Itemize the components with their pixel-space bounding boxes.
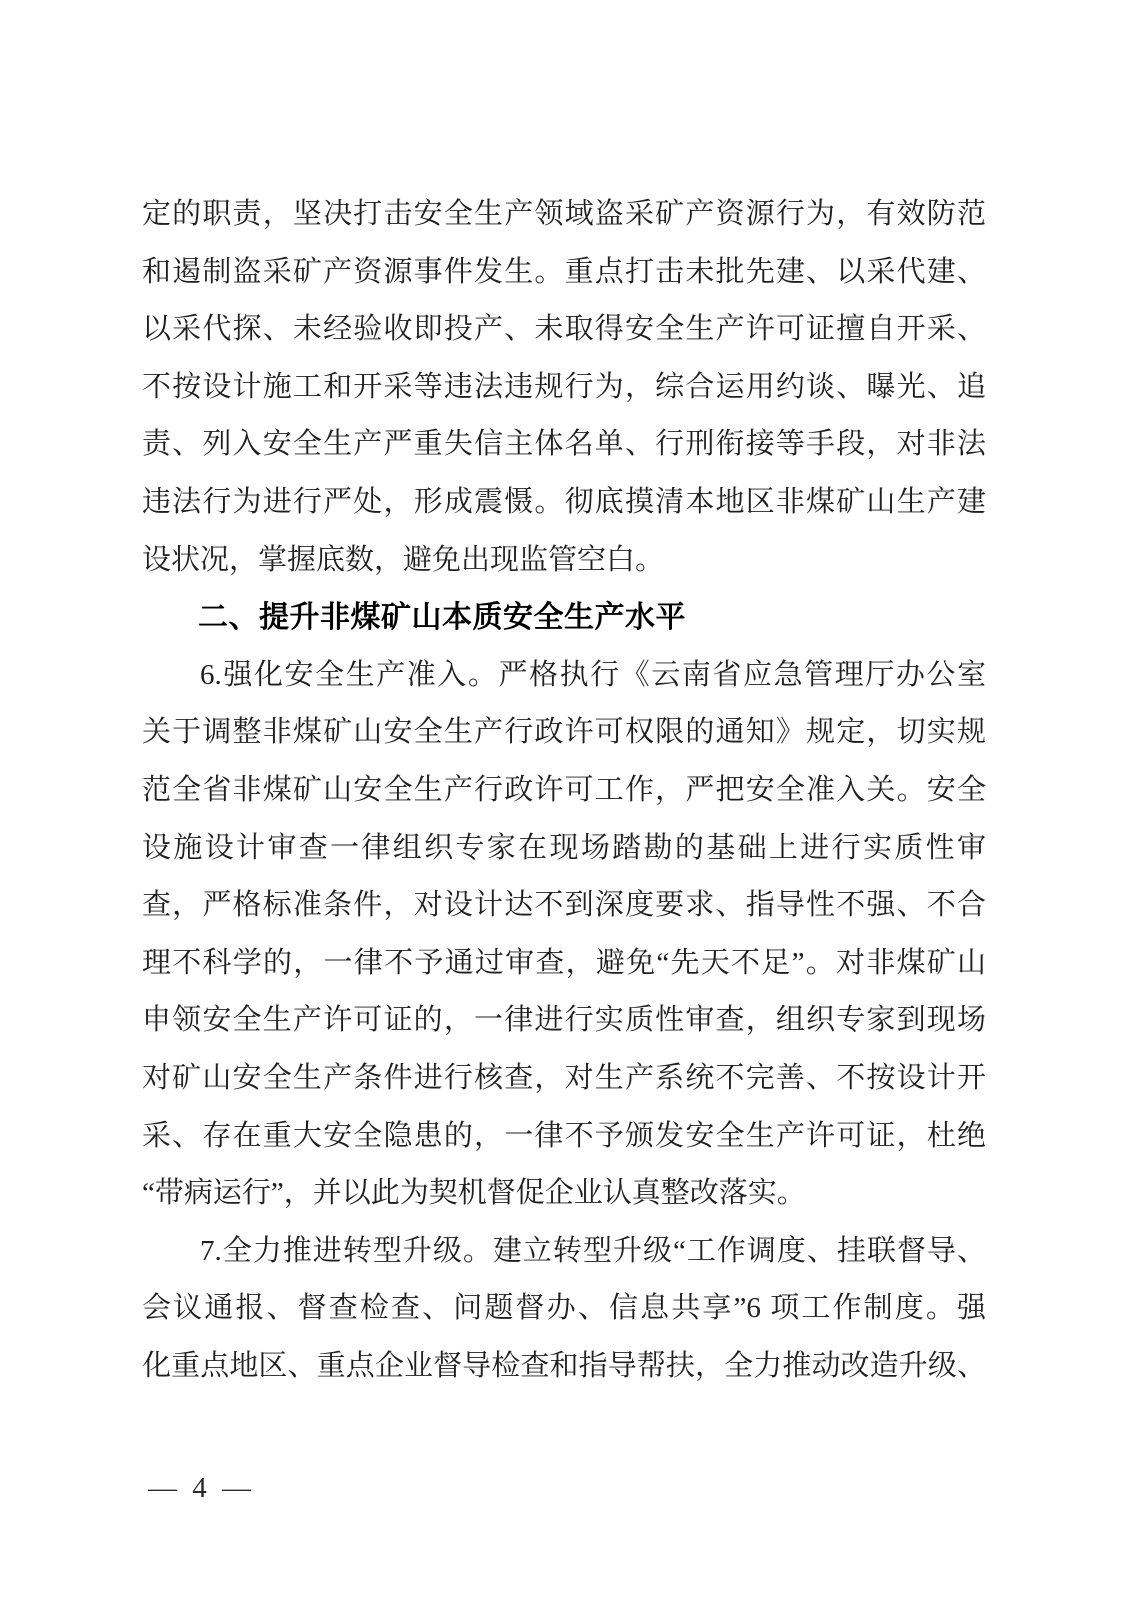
text-line: 对矿山安全生产条件进行核查，对生产系统不完善、不按设计开 bbox=[142, 1061, 986, 1094]
text-line: 7.全力推进转型升级。建立转型升级“工作调度、挂联督导、 bbox=[200, 1234, 986, 1267]
text-line: 违法行为进行严处，形成震慑。彻底摸清本地区非煤矿山生产建 bbox=[142, 485, 986, 518]
text-line: 理不科学的，一律不予通过审查，避免“先天不足”。对非煤矿山 bbox=[142, 946, 986, 979]
text-line: 关于调整非煤矿山安全生产行政许可权限的通知》规定，切实规 bbox=[142, 716, 986, 749]
text-line: 会议通报、督查检查、问题督办、信息共享”6 项工作制度。强 bbox=[142, 1292, 986, 1325]
text-line: 化重点地区、重点企业督导检查和指导帮扶，全力推动改造升级、 bbox=[142, 1349, 986, 1382]
text-line: 查，严格标准条件，对设计达不到深度要求、指导性不强、不合 bbox=[142, 889, 986, 922]
text-line: 定的职责，坚决打击安全生产领域盗采矿产资源行为，有效防范 bbox=[142, 198, 986, 230]
text-line: 申领安全生产许可证的，一律进行实质性审查，组织专家到现场 bbox=[142, 1004, 986, 1037]
text-line: 以采代探、未经验收即投产、未取得安全生产许可证擅自开采、 bbox=[142, 313, 986, 346]
text-line: 责、列入安全生产严重失信主体名单、行刑衔接等手段，对非法 bbox=[142, 428, 986, 461]
text-line: “带病运行”，并以此为契机督促企业认真整改落实。 bbox=[142, 1177, 806, 1210]
section-heading: 二、提升非煤矿山本质安全生产水平 bbox=[198, 601, 686, 635]
text-line: 6.强化安全生产准入。严格执行《云南省应急管理厅办公室 bbox=[200, 658, 986, 691]
text-line: 范全省非煤矿山安全生产行政许可工作，严把安全准入关。安全 bbox=[142, 773, 986, 806]
text-line: 设施设计审查一律组织专家在现场踏勘的基础上进行实质性审 bbox=[142, 831, 986, 864]
text-line: 不按设计施工和开采等违法违规行为，综合运用约谈、曝光、追 bbox=[142, 370, 986, 403]
page-number: — 4 — bbox=[148, 1472, 255, 1504]
text-line: 设状况，掌握底数，避免出现监管空白。 bbox=[142, 543, 665, 576]
text-line: 和遏制盗采矿产资源事件发生。重点打击未批先建、以采代建、 bbox=[142, 255, 986, 288]
document-body bbox=[142, 186, 986, 1395]
text-line: 采、存在重大安全隐患的，一律不予颁发安全生产许可证，杜绝 bbox=[142, 1119, 986, 1152]
